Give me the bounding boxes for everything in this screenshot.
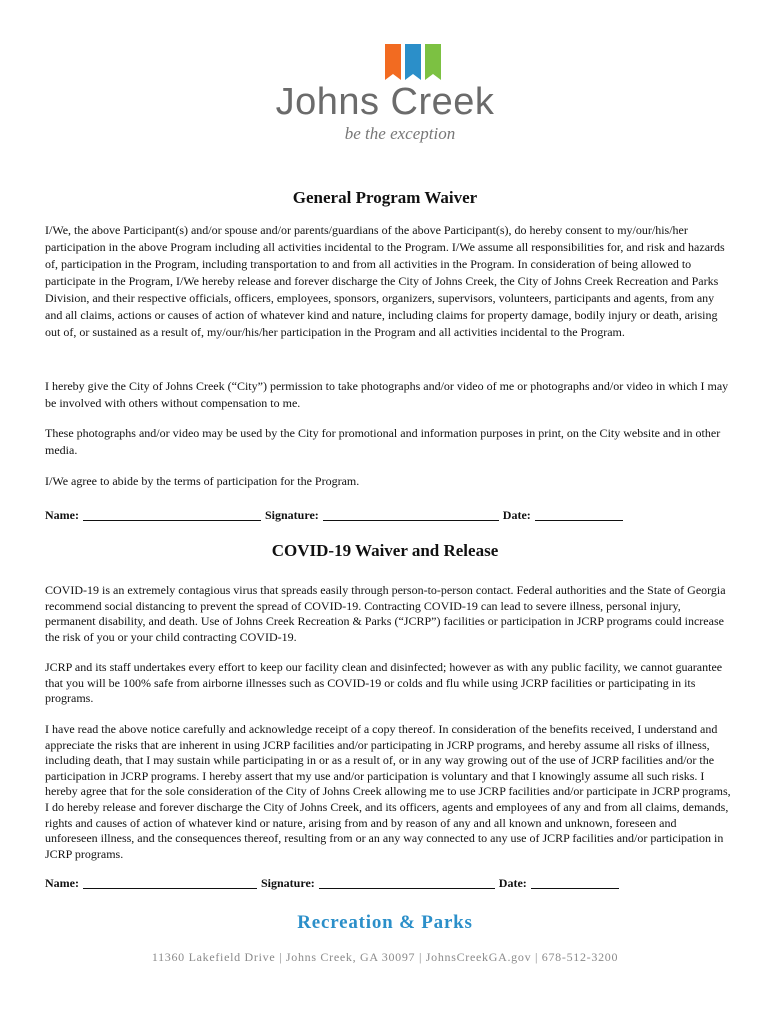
logo-tagline: be the exception [344, 124, 456, 143]
green-flag-icon [425, 44, 441, 80]
covid-name-label: Name: [45, 876, 79, 890]
covid-name-field[interactable] [83, 876, 257, 889]
waiver-date-label: Date: [502, 508, 531, 522]
waiver-paragraph-consent: I/We, the above Participant(s) and/or spouse and/or parents/guardians of the above Participant(s), do hereby consent to my/our/his/her participation in the above Program including all activities incidental to the Program. I/We assume all responsibilities for, and risk and hazards of, participation in the Program, including transportation to and from all activities in the Program. In consideration of being allowed to participate in the Program, I/We hereby release and forever discharge the City of Johns Creek, the City of Johns Creek Recreation and Parks Division, and their respective officials, officers, employees, sponsors, organizers, supervisors, volunteers, participants and agents, from any and all claims, actions or causes of action of whatever kind and nature, including claims for property damage, bodily injury or death, arising out of, or sustained as a result of, my/our/his/her participation in the Program and all activities incidental to the Program. [45, 223, 725, 339]
general-waiver-title: General Program Waiver [292, 188, 478, 207]
covid-date-label: Date: [498, 876, 527, 890]
logo-brand-name: Johns Creek [275, 81, 495, 123]
waiver-date-field[interactable] [535, 508, 623, 521]
footer-department: Recreation & Parks [297, 912, 473, 933]
covid-date-field[interactable] [531, 876, 619, 889]
footer-address: 11360 Lakefield Drive | Johns Creek, GA 30097 | JohnsCreekGA.gov | 678-512-3200 [151, 950, 619, 964]
logo-flags-icon [56, 44, 770, 84]
covid-paragraph-cleaning: JCRP and its staff undertakes every effort to keep our facility clean and disinfected; however as with any public facility, we cannot guarantee that you will be 100% safe from airborne illnesses such as COVID-19 or colds and flu while using JCRP facilities or participating in its programs. [45, 660, 723, 706]
waiver-paragraph-terms: I/We agree to abide by the terms of participation for the Program. [45, 474, 360, 488]
waiver-signature-line [45, 508, 731, 523]
waiver-name-label: Name: [45, 508, 79, 522]
waiver-paragraph-photo-use: These photographs and/or video may be used by the City for promotional and information purposes in print, on the City website and in other media. [45, 426, 721, 457]
covid-paragraph-risk: COVID-19 is an extremely contagious virus that spreads easily through person-to-person contact. Federal authorities and the State of Georgia recommend social distancing to prevent the spread of COVID-19. Contracting COVID-19 can lead to severe illness, personal injury, permanent disability, and death. Use of Johns Creek Recreation & Parks (“JCRP”) facilities or participation in JCRP programs could increase the risk of you or your child contracting COVID-19. [45, 583, 726, 644]
covid-paragraph-release: I have read the above notice carefully and acknowledge receipt of a copy thereof. In consideration of the benefits received, I understand and appreciate the risks that are inherent in using JCRP facilities and/or participating in JCRP programs, and hereby assume all risks of illness, including death, that I may sustain while participating in or as a result of, or in any way growing out of the use of JCRP facilities and/or the participation in JCRP programs. I hereby assert that my use and/or participation is voluntary and that I knowingly assume all such risks. I hereby agree that for the sole consideration of the City of Johns Creek allowing me to use JCRP facilities and/or participate in JCRP programs, I do hereby release and forever discharge the City of Johns Creek, and its officers, agents and employees of any and from all claims, demands, rights and causes of action of whatever kind or nature, arising from and by reason of any and all known and unknown, foreseen and unforeseen illness, and the consequences thereof, resulting from or an any way connected to any use of JCRP facilities and/or participation in JCRP programs. [45, 722, 731, 861]
orange-flag-icon [385, 44, 401, 80]
waiver-signature-field[interactable] [323, 508, 499, 521]
blue-flag-icon [405, 44, 421, 80]
waiver-signature-label: Signature: [264, 508, 319, 522]
covid-waiver-title: COVID-19 Waiver and Release [271, 541, 499, 560]
waiver-name-field[interactable] [83, 508, 261, 521]
covid-signature-label: Signature: [260, 876, 315, 890]
johns-creek-logo [0, 44, 770, 144]
covid-signature-line [45, 876, 731, 891]
covid-signature-field[interactable] [319, 876, 495, 889]
waiver-paragraph-photo-permission: I hereby give the City of Johns Creek (“City”) permission to take photographs and/or video of me or photographs and/or video in which I may be involved with others without compensation to me. [45, 379, 729, 410]
